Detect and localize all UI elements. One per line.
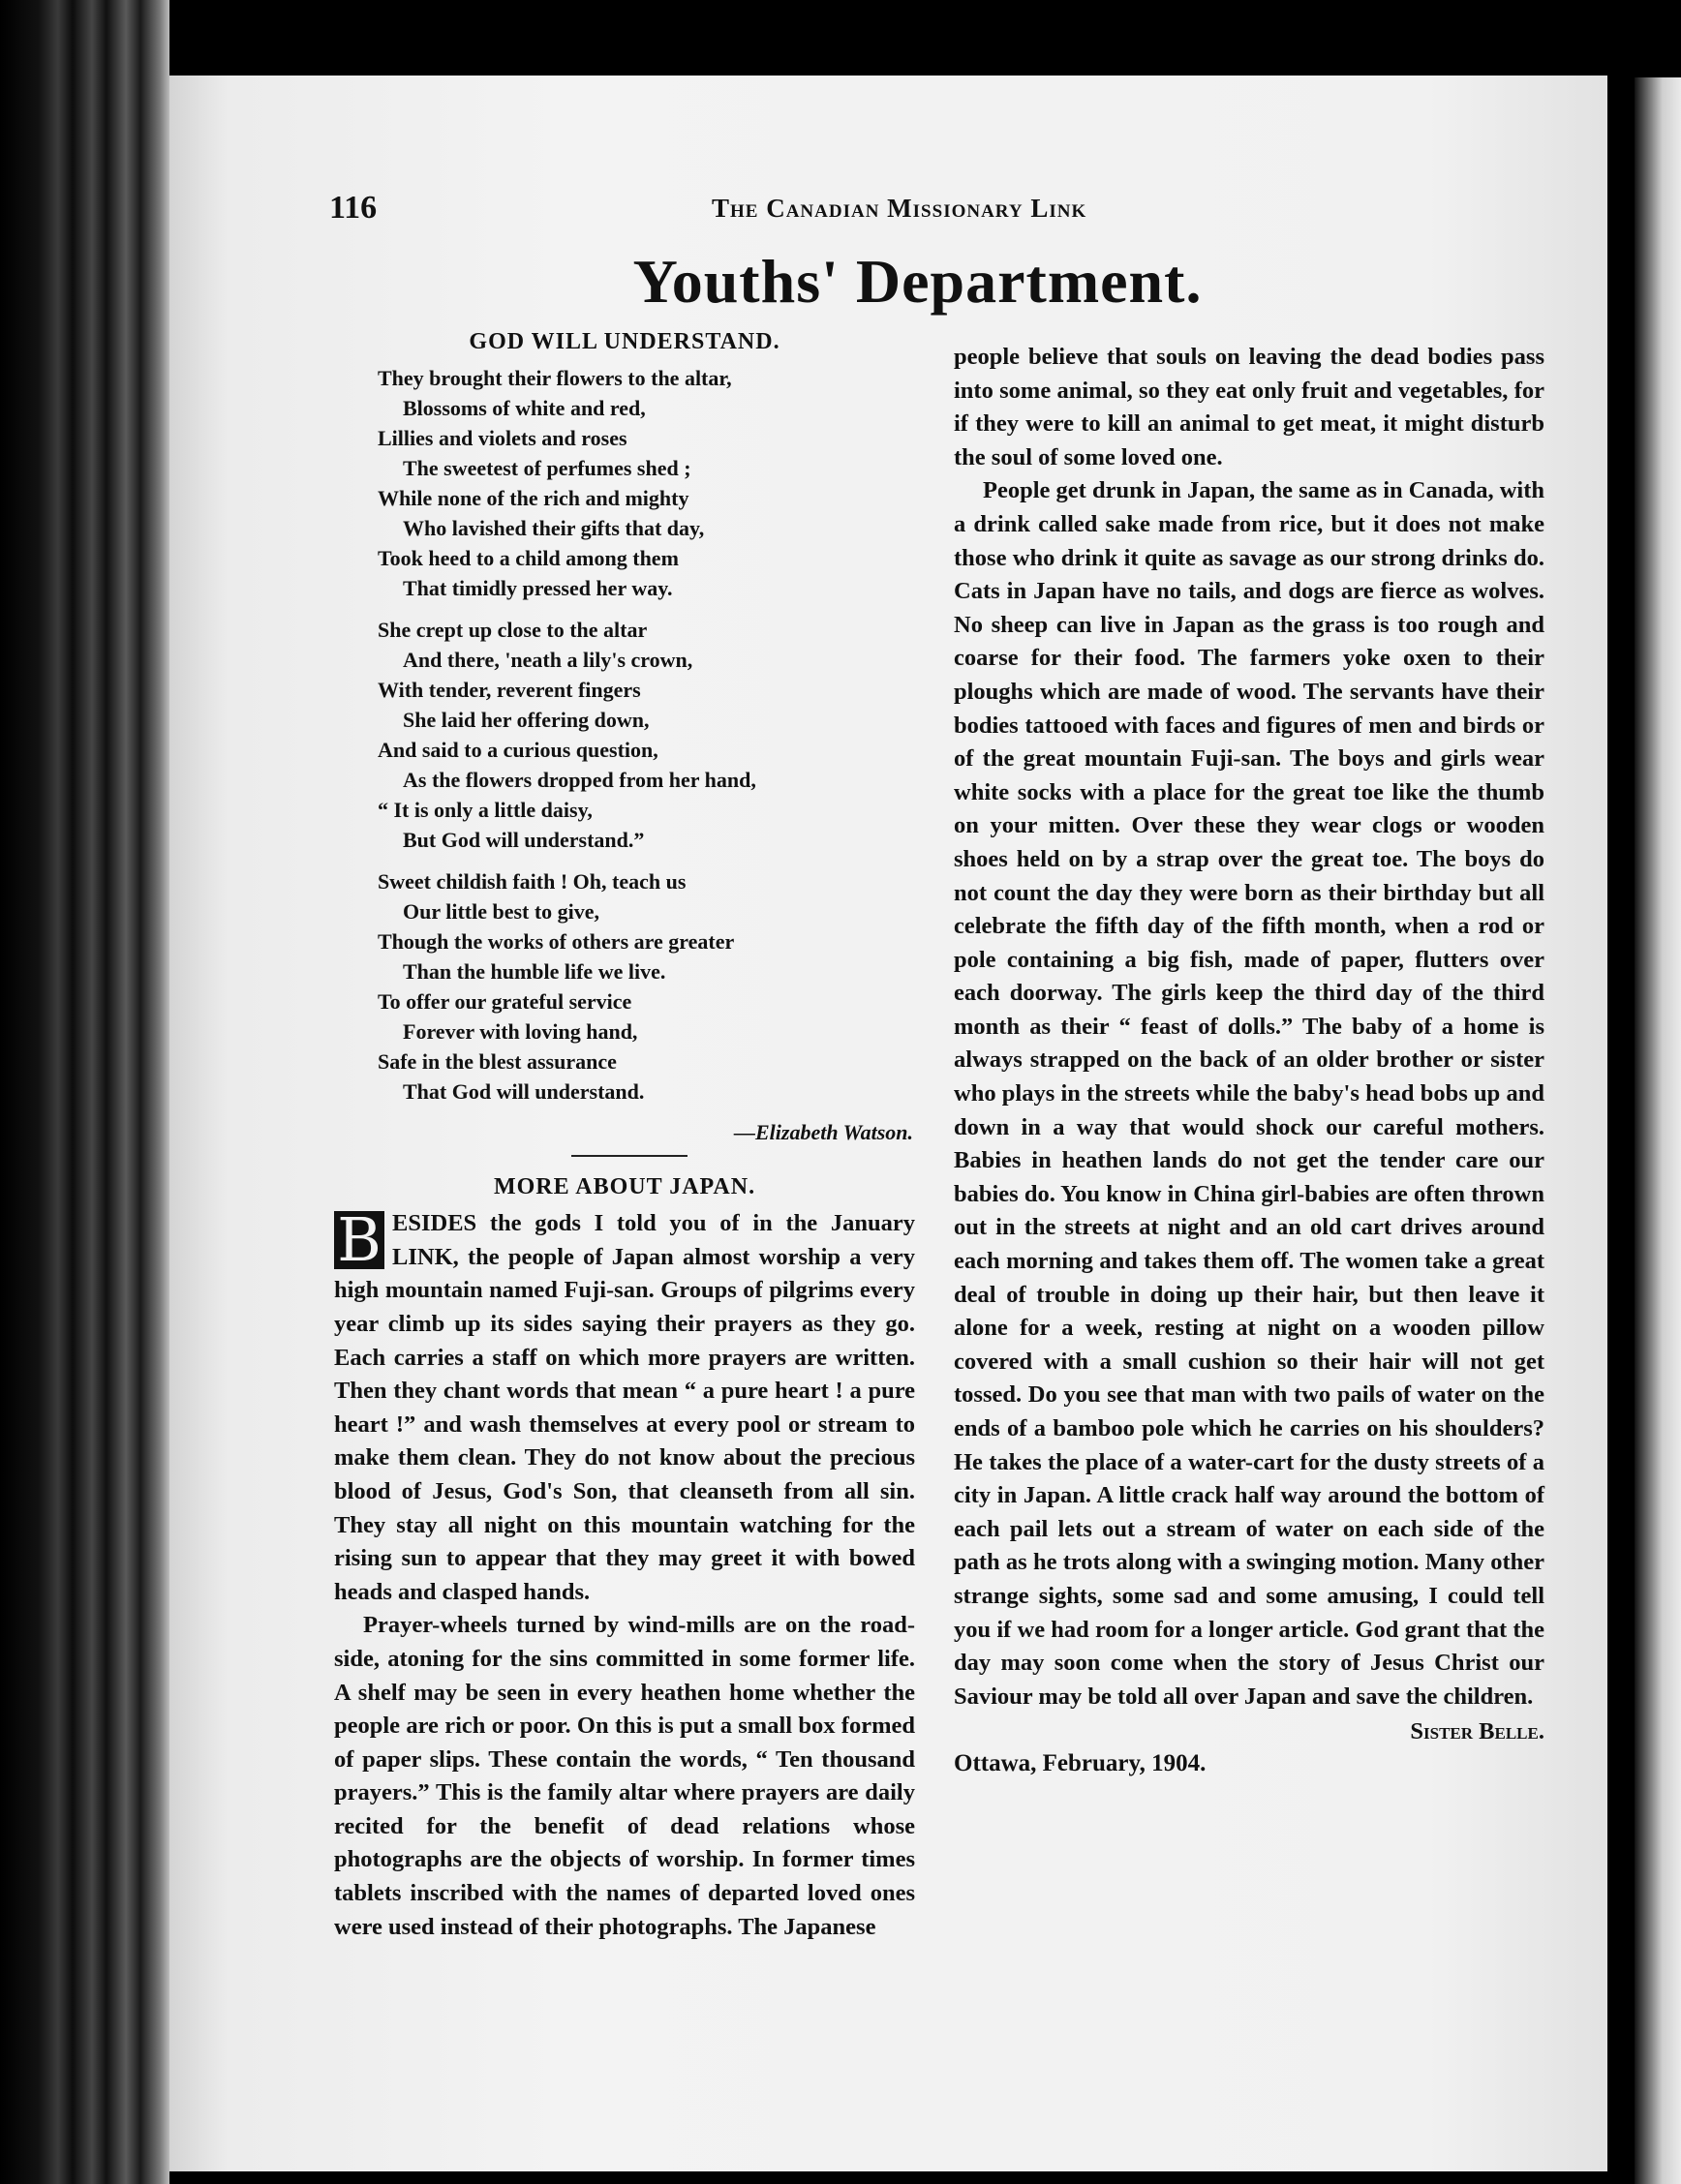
- poem-author: —Elizabeth Watson.: [733, 1119, 913, 1144]
- poem-line: Than the humble life we live.: [403, 958, 666, 984]
- poem-stanza: [378, 866, 915, 1107]
- poem-line: Took heed to a child among them: [378, 545, 679, 570]
- paragraph-text: ESIDES the gods I told you of in the January LINK, the people of Japan almost worship a very high mountain named Fuji-san. Groups of pilgrims every year climb up its sides saying their prayers as they go. Each carries a staff on which more prayers are written. Then they chant words that mean “ a pure heart ! a pure heart !” and wash themselves at every pool or stream to make them clean. They do not know about the precious blood of Jesus, God's Son, that cleanseth from all sin. They stay all night on this mountain watching for the rising sun to appear that they may greet it with bowed heads and clasped hands.: [334, 1210, 915, 1605]
- poem-line: That timidly pressed her way.: [403, 575, 673, 600]
- poem: [378, 363, 915, 1107]
- left-column: [334, 325, 915, 1944]
- poem-line: That God will understand.: [403, 1078, 645, 1104]
- magazine-page: [169, 76, 1607, 2171]
- drop-cap: B: [334, 1211, 384, 1269]
- page-header: [169, 190, 1607, 228]
- poem-line: But God will understand.”: [403, 827, 645, 852]
- book-spine: [0, 0, 169, 2184]
- poem-line: Though the works of others are greater: [378, 928, 735, 954]
- page-title: Youths' Department.: [632, 247, 1203, 316]
- poem-line: They brought their flowers to the altar,: [378, 365, 732, 390]
- page-number: 116: [329, 190, 378, 226]
- poem-line: While none of the rich and mighty: [378, 485, 689, 510]
- poem-line: The sweetest of perfumes shed ;: [403, 455, 691, 480]
- article-heading: MORE ABOUT JAPAN.: [493, 1173, 756, 1199]
- poem-line: “ It is only a little daisy,: [378, 797, 593, 822]
- poem-line: Lillies and violets and roses: [378, 425, 627, 450]
- article-paragraph: [334, 1204, 915, 1609]
- article-paragraph: Prayer-wheels turned by wind-mills are on the road-side, atoning for the sins committed in some former life. A shelf may be seen in every heathen home whether the people are rich or poor. On this is put a small box formed of paper slips. These contain the words, “ Ten thousand prayers.” This is the family altar where prayers are daily recited for the benefit of dead relations whose photographs are the objects of worship. In former times tablets inscribed with the names of departed loved ones were used instead of their photographs. The Japanese: [334, 1612, 915, 1940]
- poem-line: And said to a curious question,: [378, 737, 658, 762]
- poem-line: Blossoms of white and red,: [403, 395, 646, 420]
- poem-line: Safe in the blest assurance: [378, 1048, 617, 1074]
- poem-line: She laid her offering down,: [403, 707, 650, 732]
- poem-line: Our little best to give,: [403, 898, 600, 924]
- poem-line: And there, 'neath a lily's crown,: [403, 647, 693, 672]
- poem-line: Forever with loving hand,: [403, 1018, 638, 1044]
- section-divider: [571, 1155, 688, 1157]
- poem-line: With tender, reverent fingers: [378, 677, 641, 702]
- article-paragraph: people believe that souls on leaving the dead bodies pass into some animal, so they eat only fruit and vegetables, for if they were to kill an animal to get meat, it might disturb the soul of some loved one.: [954, 344, 1544, 470]
- poem-line: She crept up close to the altar: [378, 617, 648, 642]
- poem-line: Who lavished their gifts that day,: [403, 515, 705, 540]
- running-head: The Canadian Missionary Link: [712, 194, 1087, 223]
- poem-stanza: [378, 363, 915, 603]
- signature: Sister Belle.: [1410, 1718, 1544, 1745]
- poem-line: To offer our grateful service: [378, 988, 632, 1014]
- next-page-edge: [1607, 58, 1681, 2184]
- poem-heading: GOD WILL UNDERSTAND.: [469, 329, 780, 354]
- article-paragraph: People get drunk in Japan, the same as in Canada, with a drink called sake made from rice, but it does not make those who drink it quite as savage as our strong drinks do. Cats in Japan have no tails, and dogs are fierce as wolves. No sheep can live in Japan as the grass is too rough and coarse for their food. The farmers yoke oxen to their ploughs which are made of wood. The servants have their bodies tattooed with faces and figures of men and birds or of the great mountain Fuji-san. The boys and girls wear white socks with a place for the great toe like the thumb on your mitten. Over these they wear clogs or wooden shoes held on by a strap over the great toe. The boys do not count the day they were born as their birthday but all celebrate the fifth day of the fifth month, when a rod or pole containing a big fish, made of paper, flutters over each doorway. The girls keep the third day of the third month as their “ feast of dolls.” The baby of a home is always strapped on the back of an older brother or sister who plays in the streets while the baby's head bobs up and down in a way that would shock our careful mothers. Babies in heathen lands do not get the tender care our babies do. You know in China girl-babies are often thrown out in the streets at night and an old cart drives around each morning and takes them off. The women take a great deal of trouble in doing up their hair, but then leave it alone for a week, resting at night on a wooden pillow covered with a small cushion so their hair will not get tossed. Do you see that man with two pails of water on the ends of a bamboo pole which he carries on his shoulders? He takes the place of a water-cart for the dusty streets of a city in Japan. A little crack half way around the bottom of each pail lets out a stream of water on each side of the path as he trots along with a swinging motion. Many other strange sights, some sad and some amusing, I could tell you if we had room for a longer article. God grant that the day may soon come when the story of Jesus Christ our Saviour may be told all over Japan and save the children.: [954, 477, 1544, 1710]
- poem-line: Sweet childish faith ! Oh, teach us: [378, 868, 687, 894]
- poem-line: As the flowers dropped from her hand,: [403, 767, 756, 792]
- poem-stanza: [378, 615, 915, 855]
- dateline: Ottawa, February, 1904.: [954, 1749, 1207, 1776]
- right-column: [954, 341, 1544, 1781]
